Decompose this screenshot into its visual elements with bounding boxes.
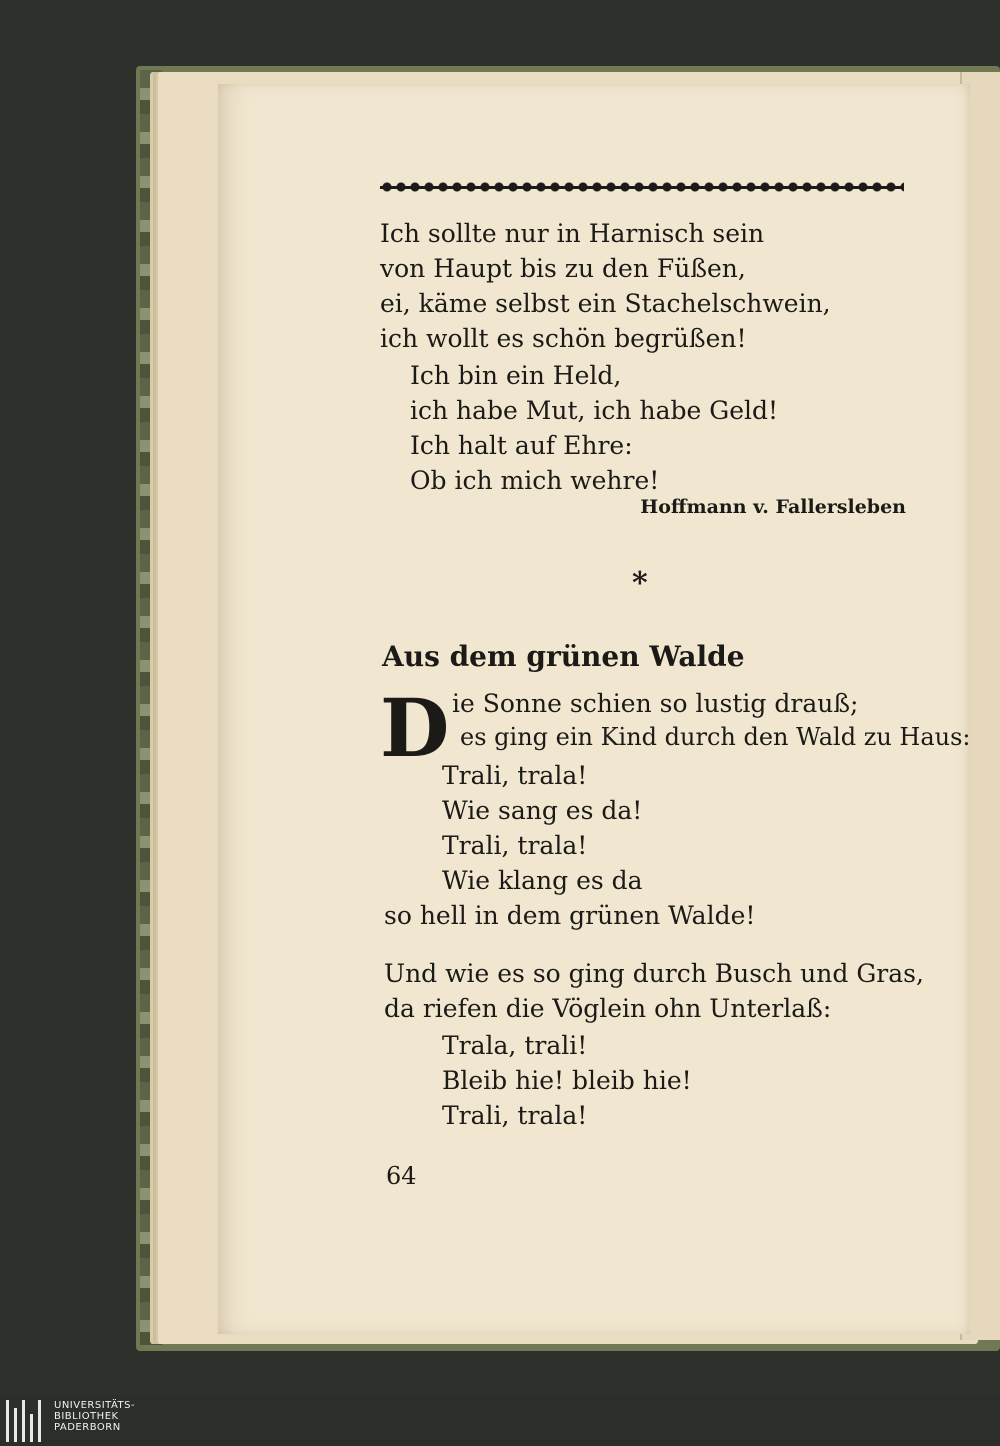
poem2-line-1: ie Sonne schien so lustig drauß; [452,689,859,718]
library-name-line-1: UNIVERSITÄTS- [54,1400,136,1411]
library-logo-icon [6,1400,46,1442]
ornamental-rule-line [380,186,904,189]
drop-capital: D [380,681,450,775]
poem2-refrain-6: Bleib hie! bleib hie! [442,1066,692,1095]
poem1-line-7: Ich halt auf Ehre: [410,431,633,460]
poem2-stanza2-line-1: Und wie es so ging durch Busch und Gras, [384,959,924,988]
page-number: 64 [386,1162,417,1190]
poem1-line-2: von Haupt bis zu den Füßen, [380,254,746,283]
poem2-refrain-5: Trala, trali! [442,1031,588,1060]
poem2-refrain-1: Trali, trala! [442,761,588,790]
poem2-stanza2-line-2: da riefen die Vöglein ohn Unterlaß: [384,994,832,1023]
poem2-refrain-2: Wie sang es da! [442,796,643,825]
poem1-line-4: ich wollt es schön begrüßen! [380,324,747,353]
poem1-line-6: ich habe Mut, ich habe Geld! [410,396,779,425]
poem1-line-1: Ich sollte nur in Harnisch sein [380,219,765,248]
poem1-line-8: Ob ich mich wehre! [410,466,660,495]
section-separator: * [632,566,648,601]
poem1-author: Hoffmann v. Fallersleben [640,496,906,518]
poem2-refrain-4: Wie klang es da [442,866,643,895]
library-name-line-3: PADERBORN [54,1422,121,1433]
poem2-refrain-7: Trali, trala! [442,1101,588,1130]
poem1-line-3: ei, käme selbst ein Stachelschwein, [380,289,831,318]
library-name-line-2: BIBLIOTHEK [54,1411,119,1422]
poem2-stanza1-end: so hell in dem grünen Walde! [384,901,756,930]
poem2-refrain-3: Trali, trala! [442,831,588,860]
library-name [54,1400,135,1433]
poem2-line-2: es ging ein Kind durch den Wald zu Haus: [460,723,971,751]
poem1-line-5: Ich bin ein Held, [410,361,622,390]
poem2-title: Aus dem grünen Walde [382,640,745,673]
footer-bar [0,1395,1000,1446]
